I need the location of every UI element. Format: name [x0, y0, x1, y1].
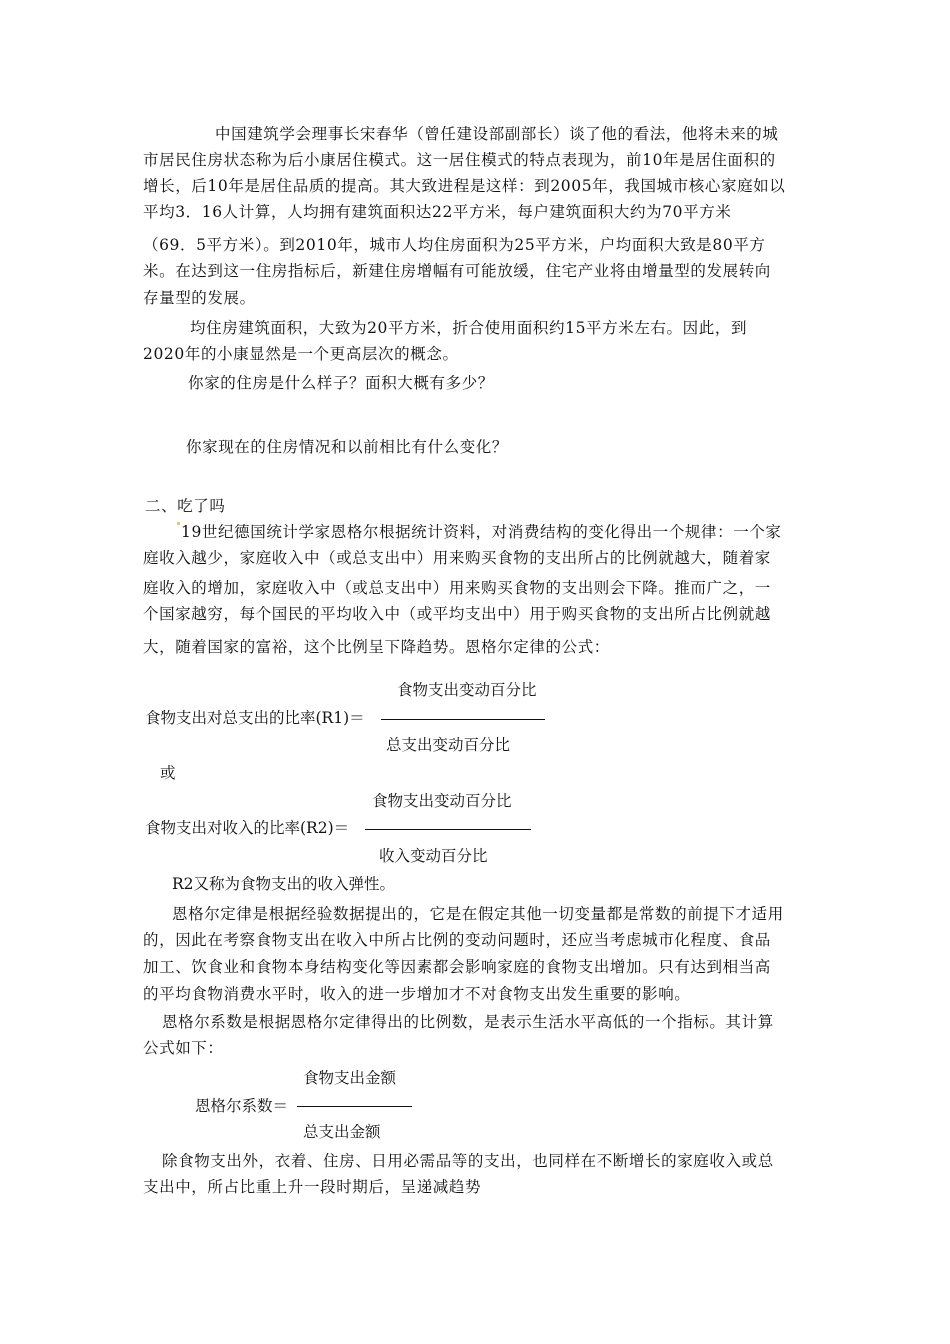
paragraph1-line7: 存量型的发展。 [143, 289, 256, 307]
formula1-fraction-bar [381, 719, 545, 720]
paragraph1-line6: 米。在达到这一住房指标后，新建住房增幅有可能放缓，住宅产业将由增量型的发展转向 [143, 262, 771, 280]
closing-paragraph-line2: 支出中，所占比重上升一段时期后，呈递减趋势 [143, 1178, 482, 1196]
engel-paragraph-line4: 个国家越穷，每个国民的平均收入中（或平均支出中）用于购买食物的支出所占比例就越 [143, 605, 771, 623]
law-paragraph-line1: 恩格尔定律是根据经验数据提出的，它是在假定其他一切变量都是常数的前提下才适用 [172, 905, 784, 923]
formula3-denominator: 总支出金额 [303, 1123, 381, 1141]
law-paragraph-line2: 的，因此在考察食物支出在收入中所占比例的变动问题时，还应当考虑城市化程度、食品 [143, 931, 771, 949]
engel-paragraph-line3: 庭收入的增加，家庭收入中（或总支出中）用来购买食物的支出则会下降。推而广之，一 [143, 579, 771, 597]
paragraph1-line2: 市居民住房状态称为后小康居住模式。这一居住模式的特点表现为，前10年是居住面积的 [143, 151, 776, 169]
engel-paragraph-line5: 大，随着国家的富裕，这个比例呈下降趋势。恩格尔定律的公式： [143, 638, 610, 656]
coefficient-paragraph-line1: 恩格尔系数是根据恩格尔定律得出的比例数，是表示生活水平高低的一个指标。其计算 [162, 1013, 774, 1031]
formula3-fraction-bar [297, 1106, 412, 1107]
paragraph1-line5: （69．5平方米）。到2010年，城市人均住房面积为25平方米，户均面积大致是80平方 [143, 236, 766, 254]
annotation-mark [177, 522, 180, 525]
section-heading: 二、吃了吗 [145, 497, 226, 515]
formula2-numerator: 食物支出变动百分比 [372, 792, 512, 810]
formula1-denominator: 总支出变动百分比 [386, 736, 511, 754]
law-paragraph-line4: 的平均食物消费水平时，收入的进一步增加才不对食物支出发生重要的影响。 [143, 985, 691, 1003]
or-label: 或 [160, 764, 176, 782]
formula2-denominator: 收入变动百分比 [379, 847, 488, 865]
formula2-fraction-bar [365, 829, 531, 830]
paragraph1-line4: 平均3．16人计算，人均拥有建筑面积达22平方米，每户建筑面积大约为70平方米 [143, 203, 732, 221]
formula1-numerator: 食物支出变动百分比 [397, 681, 537, 699]
paragraph2-line2: 2020年的小康显然是一个更高层次的概念。 [143, 345, 459, 363]
formula3-lhs: 恩格尔系数＝ [195, 1097, 289, 1115]
closing-paragraph-line1: 除食物支出外，衣着、住房、日用必需品等的支出，也同样在不断增长的家庭收入或总 [162, 1152, 774, 1170]
question-housing: 你家的住房是什么样子？面积大概有多少？ [188, 374, 494, 392]
formula2-lhs: 食物支出对收入的比率(R2)＝ [145, 819, 350, 837]
coefficient-paragraph-line2: 公式如下： [143, 1039, 224, 1057]
paragraph1-line3: 增长，后10年是居住品质的提高。其大致进程是这样：到2005年，我国城市核心家庭如以 [143, 177, 786, 195]
question-housing-change: 你家现在的住房情况和以前相比有什么变化？ [186, 438, 509, 456]
law-paragraph-line3: 加工、饮食业和食物本身结构变化等因素都会影响家庭的食物支出增加。只有达到相当高 [143, 958, 771, 976]
engel-paragraph-line1: 19世纪德国统计学家恩格尔根据统计资料，对消费结构的变化得出一个规律：一个家 [181, 523, 782, 541]
formula1-lhs: 食物支出对总支出的比率(R1)＝ [145, 709, 365, 727]
engel-paragraph-line2: 庭收入越少，家庭收入中（或总支出中）用来购买食物的支出所占的比例就越大，随着家 [143, 549, 771, 567]
paragraph1-line1: 中国建筑学会理事长宋春华（曾任建设部副部长）谈了他的看法，他将未来的城 [215, 125, 779, 143]
formula3-numerator: 食物支出金额 [303, 1069, 397, 1087]
r2-note: R2又称为食物支出的收入弹性。 [172, 875, 396, 893]
paragraph2-line1: 均住房建筑面积，大致为20平方米，折合使用面积约15平方米左右。因此，到 [190, 319, 748, 337]
